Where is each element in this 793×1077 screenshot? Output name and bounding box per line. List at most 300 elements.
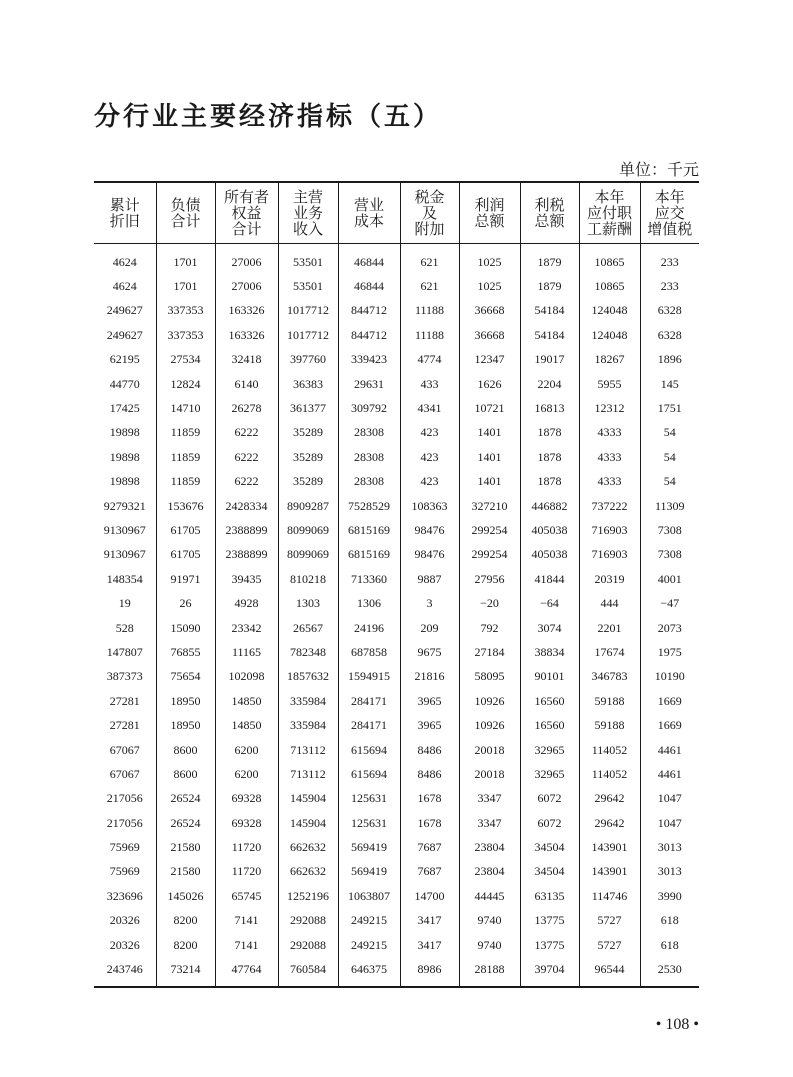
table-cell: 233	[640, 244, 699, 275]
table-cell: 11859	[156, 445, 215, 469]
table-cell: 6140	[215, 372, 278, 396]
table-cell: 737222	[579, 494, 640, 518]
table-cell: 20319	[579, 567, 640, 591]
table-cell: 145904	[278, 787, 338, 811]
table-cell: 1626	[459, 372, 520, 396]
table-cell: 1678	[400, 787, 459, 811]
table-cell: 23342	[215, 616, 278, 640]
table-cell: 6222	[215, 470, 278, 494]
column-header-line: 主营	[292, 188, 323, 206]
table-cell: 32965	[520, 762, 579, 786]
table-cell: 8200	[156, 909, 215, 933]
table-cell: 423	[400, 445, 459, 469]
table-cell: 32965	[520, 738, 579, 762]
table-cell: 339423	[338, 348, 400, 372]
table-cell: 26524	[156, 787, 215, 811]
column-header	[520, 182, 579, 244]
table-cell: 27281	[109, 693, 140, 708]
table-cell: 69328	[215, 811, 278, 835]
column-header	[215, 182, 278, 244]
table-row	[94, 274, 699, 298]
table-cell: 12824	[156, 372, 215, 396]
table-cell: 1878	[520, 445, 579, 469]
table-cell: 1025	[459, 244, 520, 275]
table-cell: 327210	[459, 494, 520, 518]
table-cell: 27281	[109, 718, 140, 733]
table-cell: 3	[400, 591, 459, 615]
table-cell: 3990	[640, 884, 699, 908]
column-header-line: 折旧	[109, 212, 140, 230]
table-cell: 621	[400, 244, 459, 275]
table-cell: 5727	[579, 933, 640, 957]
table-cell: 18950	[156, 689, 215, 713]
table-cell: 1047	[640, 811, 699, 835]
table-cell: 10865	[579, 244, 640, 275]
table-cell: 209	[400, 616, 459, 640]
table-row	[94, 738, 699, 762]
table-cell: 687858	[338, 640, 400, 664]
table-cell: 19898	[109, 425, 140, 440]
table-cell: 6200	[215, 762, 278, 786]
table-cell: 29642	[579, 787, 640, 811]
table-cell: 361377	[278, 396, 338, 420]
table-cell: 4341	[400, 396, 459, 420]
table-cell: 23804	[459, 835, 520, 859]
table-cell: 249627	[106, 327, 143, 342]
table-cell: 143901	[579, 860, 640, 884]
table-cell: 760584	[278, 957, 338, 985]
table-cell: 8909287	[278, 494, 338, 518]
table-cell: 11720	[215, 835, 278, 859]
table-cell: 716903	[579, 518, 640, 542]
table-cell: 11165	[215, 640, 278, 664]
table-cell: 39704	[520, 957, 579, 985]
table-cell: 3417	[400, 909, 459, 933]
table-cell: 19017	[520, 348, 579, 372]
table-cell: 7308	[640, 518, 699, 542]
table-cell: 1063807	[338, 884, 400, 908]
column-header	[338, 182, 400, 244]
table-cell: 27006	[215, 274, 278, 298]
table-cell: 3965	[400, 689, 459, 713]
table-cell: 8486	[400, 762, 459, 786]
table-cell: 17674	[579, 640, 640, 664]
table-cell: 13775	[520, 933, 579, 957]
table-cell: 1751	[640, 396, 699, 420]
column-header-line: 累计	[109, 196, 140, 214]
table-row	[94, 835, 699, 859]
column-header-line: 利润	[474, 196, 505, 214]
table-cell: 569419	[338, 835, 400, 859]
table-cell: 6200	[215, 738, 278, 762]
table-body	[94, 244, 699, 986]
table-cell: 444	[579, 591, 640, 615]
table-cell: 615694	[338, 738, 400, 762]
table-cell: 36383	[278, 372, 338, 396]
table-cell: 62195	[109, 352, 140, 367]
table-cell: 34504	[520, 835, 579, 859]
table-cell: 1701	[156, 274, 215, 298]
table-cell: 662632	[278, 835, 338, 859]
table-cell: 618	[640, 933, 699, 957]
column-header	[156, 182, 215, 244]
table-cell: 3013	[640, 835, 699, 859]
table-cell: 387373	[106, 669, 143, 684]
table-cell: 145904	[278, 811, 338, 835]
table-cell: 14700	[400, 884, 459, 908]
table-cell: 528	[115, 620, 134, 635]
table-cell: 2073	[640, 616, 699, 640]
table-cell: 4624	[112, 279, 137, 294]
table-cell: 53501	[278, 274, 338, 298]
table-cell: 10721	[459, 396, 520, 420]
table-cell: 145	[640, 372, 699, 396]
table-cell: 20326	[109, 937, 140, 952]
table-cell: 75969	[109, 840, 140, 855]
column-header-line: 成本	[353, 212, 384, 230]
table-cell: 8099069	[278, 518, 338, 542]
table-cell: 44445	[459, 884, 520, 908]
table-cell: 63135	[520, 884, 579, 908]
table-row	[94, 299, 699, 323]
table-cell: 569419	[338, 860, 400, 884]
table-cell: 4624	[112, 254, 137, 269]
table-row	[94, 665, 699, 689]
table-cell: 292088	[278, 909, 338, 933]
table-cell: 143901	[579, 835, 640, 859]
table-cell: 4333	[579, 445, 640, 469]
table-cell: 284171	[338, 689, 400, 713]
table-cell: 2388899	[215, 518, 278, 542]
table-cell: 96544	[579, 957, 640, 985]
table-cell: 12312	[579, 396, 640, 420]
table-cell: 24196	[338, 616, 400, 640]
table-cell: 28308	[338, 445, 400, 469]
table-cell: 2428334	[215, 494, 278, 518]
table-cell: 217056	[106, 791, 143, 806]
table-cell: 713360	[338, 567, 400, 591]
table-cell: 27956	[459, 567, 520, 591]
table-cell: 782348	[278, 640, 338, 664]
table-cell: 1303	[278, 591, 338, 615]
table-cell: 5727	[579, 909, 640, 933]
table-cell: 233	[640, 274, 699, 298]
table-row	[94, 421, 699, 445]
table-row	[94, 396, 699, 420]
table-cell: 148354	[106, 571, 143, 586]
table-cell: 76855	[156, 640, 215, 664]
table-cell: 1678	[400, 811, 459, 835]
table-cell: 27184	[459, 640, 520, 664]
column-header-line: 营业	[353, 196, 384, 214]
table-cell: 6222	[215, 421, 278, 445]
column-header-line: 所有者	[223, 188, 269, 206]
table-cell: 20018	[459, 762, 520, 786]
table-cell: 98476	[400, 518, 459, 542]
table-cell: 13775	[520, 909, 579, 933]
table-cell: 6328	[640, 299, 699, 323]
table-cell: 8600	[156, 762, 215, 786]
table-row	[94, 567, 699, 591]
table-cell: 28308	[338, 421, 400, 445]
column-header	[400, 182, 459, 244]
table-cell: 35289	[278, 470, 338, 494]
table-cell: 9740	[459, 909, 520, 933]
table-cell: 114052	[579, 762, 640, 786]
table-cell: 1401	[459, 470, 520, 494]
table-cell: 54	[640, 470, 699, 494]
column-header	[459, 182, 520, 244]
table-cell: 309792	[338, 396, 400, 420]
table-cell: 9279321	[103, 498, 146, 513]
table-cell: 7687	[400, 860, 459, 884]
table-cell: 1975	[640, 640, 699, 664]
table-cell: 28188	[459, 957, 520, 985]
table-cell: 29631	[338, 372, 400, 396]
table-row	[94, 909, 699, 933]
table-row	[94, 787, 699, 811]
table-cell: 15090	[156, 616, 215, 640]
table-cell: 27534	[156, 348, 215, 372]
column-header	[640, 182, 699, 244]
table-cell: 59188	[579, 689, 640, 713]
column-header-line: 附加	[414, 220, 445, 238]
table-cell: 26278	[215, 396, 278, 420]
table-cell: 335984	[278, 689, 338, 713]
table-cell: 243746	[106, 962, 143, 977]
table-cell: 54184	[520, 299, 579, 323]
table-cell: 8486	[400, 738, 459, 762]
table-cell: 1252196	[278, 884, 338, 908]
table-cell: 44770	[109, 376, 140, 391]
table-cell: 8986	[400, 957, 459, 985]
table-cell: 32418	[215, 348, 278, 372]
table-cell: 26567	[278, 616, 338, 640]
table-cell: 163326	[215, 299, 278, 323]
table-cell: 2388899	[215, 543, 278, 567]
table-row	[94, 470, 699, 494]
table-cell: 125631	[338, 787, 400, 811]
table-cell: 102098	[215, 665, 278, 689]
table-row	[94, 244, 699, 275]
table-cell: 844712	[338, 299, 400, 323]
table-cell: 3013	[640, 860, 699, 884]
table-cell: 397760	[278, 348, 338, 372]
table-cell: 1401	[459, 445, 520, 469]
table-row	[94, 323, 699, 347]
table-cell: 4461	[640, 762, 699, 786]
table-cell: 14850	[215, 713, 278, 737]
column-header-line: 应交	[654, 204, 685, 222]
table-cell: 346783	[579, 665, 640, 689]
table-cell: 249215	[338, 909, 400, 933]
table-cell: 61705	[156, 543, 215, 567]
table-cell: 16560	[520, 689, 579, 713]
column-header-line: 利税	[534, 196, 565, 214]
table-cell: 59188	[579, 713, 640, 737]
table-cell: 1896	[640, 348, 699, 372]
table-cell: 35289	[278, 445, 338, 469]
table-row	[94, 713, 699, 737]
table-cell: 114052	[579, 738, 640, 762]
table-cell: 4333	[579, 421, 640, 445]
table-cell: 17425	[109, 401, 140, 416]
column-header-line: 总额	[534, 212, 565, 230]
table-header-row	[94, 182, 699, 244]
table-cell: 299254	[459, 518, 520, 542]
table-row	[94, 543, 699, 567]
table-row	[94, 518, 699, 542]
table-row	[94, 616, 699, 640]
table-cell: 163326	[215, 323, 278, 347]
table-cell: 323696	[106, 888, 143, 903]
table-cell: 11188	[400, 323, 459, 347]
table-cell: 35289	[278, 421, 338, 445]
table-cell: 21816	[400, 665, 459, 689]
table-cell: 423	[400, 470, 459, 494]
table-cell: −64	[520, 591, 579, 615]
table-cell: 10926	[459, 689, 520, 713]
table-cell: 14710	[156, 396, 215, 420]
table-cell: 19898	[109, 449, 140, 464]
table-cell: 10926	[459, 713, 520, 737]
table-row	[94, 640, 699, 664]
table-cell: 1047	[640, 787, 699, 811]
page-number: • 108 •	[655, 1016, 699, 1033]
table-cell: 34504	[520, 860, 579, 884]
table-cell: 41844	[520, 567, 579, 591]
table-cell: 292088	[278, 933, 338, 957]
economic-indicators-table	[94, 181, 699, 986]
table-cell: 1594915	[338, 665, 400, 689]
table-cell: 1669	[640, 689, 699, 713]
table-cell: 4001	[640, 567, 699, 591]
table-row	[94, 933, 699, 957]
table-cell: 124048	[579, 299, 640, 323]
table-cell: 335984	[278, 713, 338, 737]
table-cell: 844712	[338, 323, 400, 347]
table-cell: 21580	[156, 860, 215, 884]
table-cell: 90101	[520, 665, 579, 689]
table-cell: 433	[400, 372, 459, 396]
table-cell: 1306	[338, 591, 400, 615]
table-cell: 18267	[579, 348, 640, 372]
table-cell: 1857632	[278, 665, 338, 689]
table-cell: 8600	[156, 738, 215, 762]
table-cell: 11188	[400, 299, 459, 323]
table-cell: 46844	[338, 274, 400, 298]
column-header-line: 合计	[231, 220, 262, 238]
table-cell: 53501	[278, 244, 338, 275]
column-header-line: 收入	[292, 220, 323, 238]
table-cell: 91971	[156, 567, 215, 591]
table-cell: 67067	[109, 766, 140, 781]
table-row	[94, 811, 699, 835]
table-cell: 54184	[520, 323, 579, 347]
table-row	[94, 689, 699, 713]
table-cell: 54	[640, 445, 699, 469]
table-cell: 713112	[278, 738, 338, 762]
table-cell: 6072	[520, 811, 579, 835]
table-cell: 108363	[400, 494, 459, 518]
data-table-container	[94, 181, 699, 988]
table-cell: −47	[640, 591, 699, 615]
table-cell: 26524	[156, 811, 215, 835]
table-cell: 3074	[520, 616, 579, 640]
table-cell: 39435	[215, 567, 278, 591]
table-cell: 2201	[579, 616, 640, 640]
table-cell: 9675	[400, 640, 459, 664]
table-cell: 69328	[215, 787, 278, 811]
table-cell: 11859	[156, 421, 215, 445]
table-cell: 713112	[278, 762, 338, 786]
table-row	[94, 591, 699, 615]
table-cell: 7528529	[338, 494, 400, 518]
table-cell: 98476	[400, 543, 459, 567]
table-row	[94, 372, 699, 396]
column-header-line: 税金	[414, 188, 445, 206]
table-cell: 21580	[156, 835, 215, 859]
column-header-line: 总额	[474, 212, 505, 230]
table-cell: 145026	[156, 884, 215, 908]
table-cell: 61705	[156, 518, 215, 542]
table-cell: 1879	[520, 274, 579, 298]
table-cell: 11309	[640, 494, 699, 518]
table-cell: 446882	[520, 494, 579, 518]
table-cell: 615694	[338, 762, 400, 786]
table-cell: 38834	[520, 640, 579, 664]
table-cell: 621	[400, 274, 459, 298]
table-cell: 6815169	[338, 518, 400, 542]
column-header-line: 本年	[594, 188, 625, 206]
table-cell: 3965	[400, 713, 459, 737]
table-row	[94, 494, 699, 518]
table-cell: 3417	[400, 933, 459, 957]
table-cell: 2204	[520, 372, 579, 396]
table-cell: 337353	[156, 299, 215, 323]
table-cell: 114746	[579, 884, 640, 908]
table-cell: 11720	[215, 860, 278, 884]
table-cell: 337353	[156, 323, 215, 347]
table-cell: 1401	[459, 421, 520, 445]
table-cell: 47764	[215, 957, 278, 985]
table-cell: 6072	[520, 787, 579, 811]
table-cell: 249627	[106, 303, 143, 318]
table-cell: 16813	[520, 396, 579, 420]
table-cell: 9740	[459, 933, 520, 957]
table-row	[94, 445, 699, 469]
table-cell: 54	[640, 421, 699, 445]
table-cell: 29642	[579, 811, 640, 835]
table-cell: 1878	[520, 470, 579, 494]
table-cell: 299254	[459, 543, 520, 567]
table-cell: 67067	[109, 742, 140, 757]
table-cell: 20326	[109, 913, 140, 928]
table-cell: 1669	[640, 713, 699, 737]
table-cell: 75969	[109, 864, 140, 879]
column-header-line: 权益	[231, 204, 262, 222]
table-bottom-rule	[94, 986, 699, 988]
table-cell: 19898	[109, 474, 140, 489]
column-header-line: 合计	[170, 212, 201, 230]
table-cell: 1878	[520, 421, 579, 445]
table-cell: 8099069	[278, 543, 338, 567]
table-cell: 58095	[459, 665, 520, 689]
column-header	[94, 182, 156, 244]
table-cell: 1017712	[278, 323, 338, 347]
table-cell: 14850	[215, 689, 278, 713]
unit-label: 单位：千元	[618, 160, 699, 179]
